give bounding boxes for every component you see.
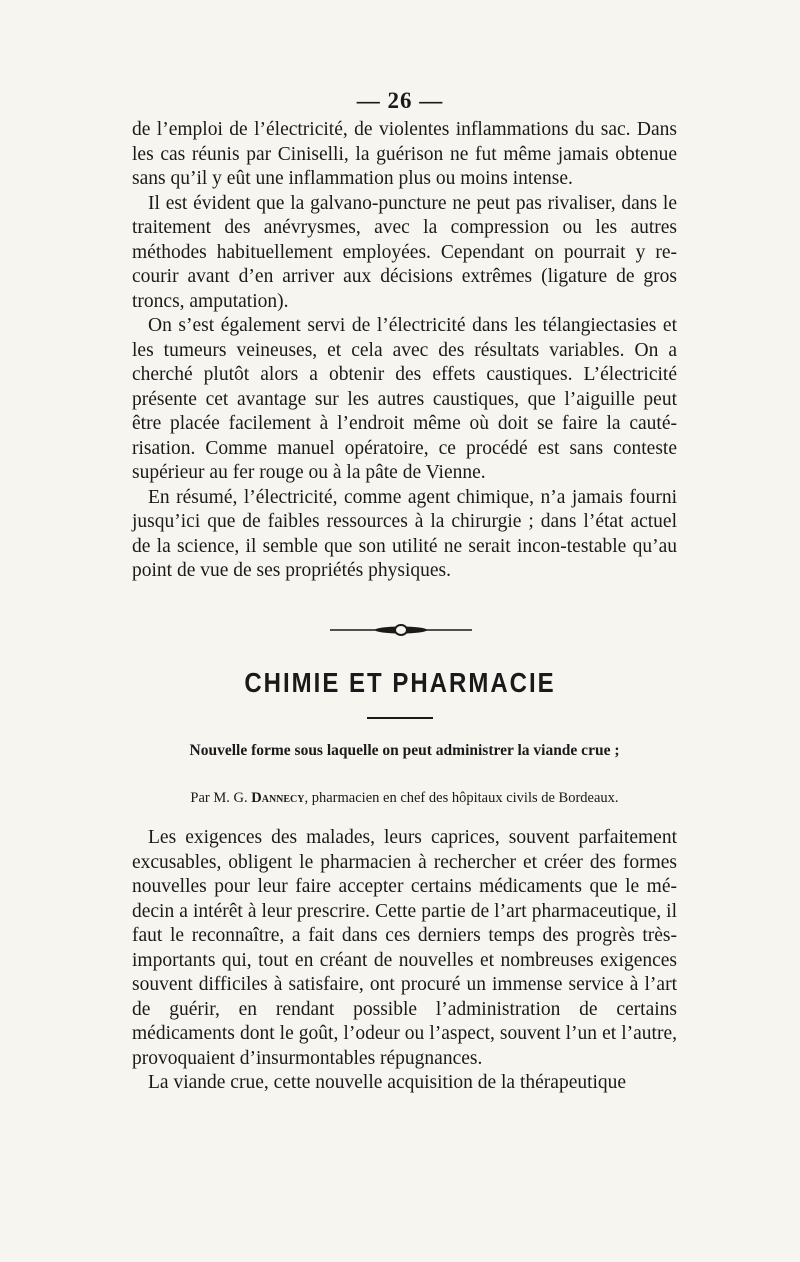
title-rule [367, 717, 433, 719]
article-byline [132, 790, 677, 807]
section-title: CHIMIE ET PHARMACIE [244, 667, 556, 699]
paragraph: La viande crue, cette nouvelle acquisition de la thérapeutique [148, 1072, 627, 1093]
byline-prefix: Par M. G. [190, 790, 252, 806]
byline-author: Dannecy [251, 790, 305, 806]
paragraph: Les exigences des malades, leurs caprices, souvent parfaitement excusables, obligent le pharmacien à rechercher et créer des formes nouvelles pour leur faire accepter certains médicaments que le mé-decin a intérêt à leur prescrire. Cette partie de l’art pharmaceutique, il faut le reconnaître, a fait dans ces derniers temps des progrès très-importants qui, tout en créant de nouvelles et nombreuses exigences souvent difficiles à satisfaire, ont procuré un immense service à l’art de guérir, en rendant possible l’administration de certains médicaments dont le goût, l’odeur ou l’aspect, souvent l’un et l’autre, provoquaient d’insurmontables répugnances. [132, 827, 677, 1069]
article-title: Nouvelle forme sous laquelle on peut administrer la viande crue ; [189, 742, 620, 759]
main-text [132, 118, 677, 584]
paragraph: de l’emploi de l’électricité, de violentes inflammations du sac. Dans les cas réunis par Ciniselli, la guérison ne fut même jamais obtenue sans qu’il y eût une inflammation plus ou moins intense. [132, 119, 677, 189]
byline-suffix: , pharmacien en chef des hôpitaux civils de Bordeaux. [304, 790, 619, 806]
paragraph: On s’est également servi de l’électricité dans les télangiectasies et les tumeurs veineuses, et cela avec des résultats variables. On a cherché plutôt alors a obtenir des effets caustiques. L’électricité présente cet avantage sur les autres caustiques, que l’aiguille peut être placée facilement à l’endroit même où doit se faire la cauté-risation. Comme manuel opératoire, ce procédé est sans conteste supérieur au fer rouge ou à la pâte de Vienne. [132, 315, 677, 483]
page-number: — 26 — [356, 88, 444, 113]
paragraph: Il est évident que la galvano-puncture ne peut pas rivaliser, dans le traitement des anévrysmes, avec la compression ou les autres méthodes habituellement employées. Cependant on pourrait y re-courir avant d’en arriver aux décisions extrêmes (ligature de gros troncs, amputation). [132, 192, 677, 312]
ornament-divider [328, 620, 474, 640]
paragraph: En résumé, l’électricité, comme agent chimique, n’a jamais fourni jusqu’ici que de faibles ressources à la chirurgie ; dans l’état actuel de la science, il semble que son utilité ne serait incon-testable qu’au point de vue de ses propriétés physiques. [132, 486, 677, 581]
article-text [132, 826, 677, 1096]
